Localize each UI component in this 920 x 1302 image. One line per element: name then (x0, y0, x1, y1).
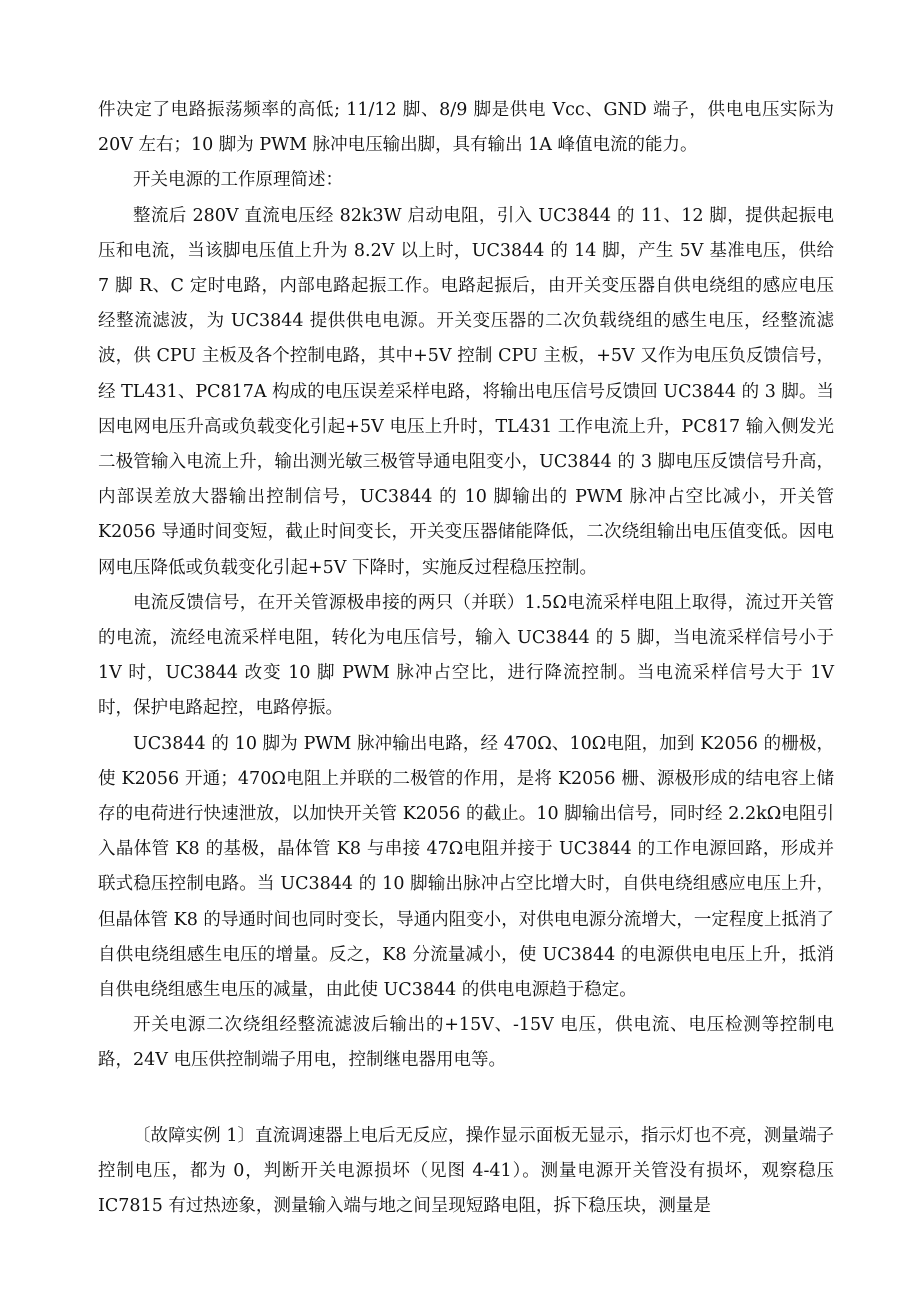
document-page (98, 93, 834, 1224)
section-heading: 开关电源的工作原理简述： (133, 170, 343, 191)
paragraph: 电流反馈信号，在开关管源极串接的两只（并联）1.5Ω电流采样电阻上取得，流过开关管的电流，流经电流采样电阻，转化为电压信号，输入 UC3844 的 5 脚，当电流采样信号小于 1V 时，UC3844 改变 10 脚 PWM 脉冲占空比，进行降流控制。当电流采样信号大于 1V 时，保护电路起控，电路停振。 (98, 592, 834, 719)
paragraph: 整流后 280V 直流电压经 82k3W 启动电阻，引入 UC3844 的 11、12 脚，提供起振电压和电流，当该脚电压值上升为 8.2V 以上时，UC3844 的 14 脚，产生 5V 基准电压，供给 7 脚 R、C 定时电路，内部电路起振工作。电路起振后，由开关变压器自供电绕组的感应电压经整流滤波，为 UC3844 提供供电电源。开关变压器的二次负载绕组的感生电压，经整流滤波，供 CPU 主板及各个控制电路，其中+5V 控制 CPU 主板，+5V 又作为电压负反馈信号，经 TL431、PC817A 构成的电压误差采样电路，将输出电压信号反馈回 UC3844 的 3 脚。当因电网电压升高或负载变化引起+5V 电压上升时，TL431 工作电流上升，PC817 输入侧发光二极管输入电流上升，输出测光敏三极管导通电阻变小，UC3844 的 3 脚电压反馈信号升高，内部误差放大器输出控制信号，UC3844 的 10 脚输出的 PWM 脉冲占空比减小，开关管 K2056 导通时间变短，截止时间变长，开关变压器储能降低，二次绕组输出电压值变低。因电网电压降低或负载变化引起+5V 下降时，实施反过程稳压控制。 (98, 205, 834, 578)
paragraph-spacer (98, 1079, 834, 1119)
paragraph: 件决定了电路振荡频率的高低; 11/12 脚、8/9 脚是供电 Vcc、GND 端子，供电电压实际为 20V 左右；10 脚为 PWM 脉冲电压输出脚，具有输出 1A 峰值电流的能力。 (98, 100, 834, 156)
paragraph: 开关电源二次绕组经整流滤波后输出的+15V、-15V 电压，供电流、电压检测等控制电路，24V 电压供控制端子用电，控制继电器用电等。 (98, 1015, 834, 1071)
fault-example-paragraph: 〔故障实例 1〕直流调速器上电后无反应，操作显示面板无显示，指示灯也不亮，测量端子控制电压，都为 0，判断开关电源损坏（见图 4-41）。测量电源开关管没有损坏，观察稳压 IC7815 有过热迹象，测量输入端与地之间呈现短路电阻，拆下稳压块，测量是 (98, 1125, 834, 1217)
paragraph: UC3844 的 10 脚为 PWM 脉冲输出电路，经 470Ω、10Ω电阻，加到 K2056 的栅极，使 K2056 开通；470Ω电阻上并联的二极管的作用，是将 K2056 栅、源极形成的结电容上储存的电荷进行快速泄放，以加快开关管 K2056 的截止。10 脚输出信号，同时经 2.2kΩ电阻引入晶体管 K8 的基极，晶体管 K8 与串接 47Ω电阻并接于 UC3844 的工作电源回路，形成并联式稳压控制电路。当 UC3844 的 10 脚输出脉冲占空比增大时，自供电绕组感应电压上升，但晶体管 K8 的导通时间也同时变长，导通内阻变小，对供电电源分流增大，一定程度上抵消了自供电绕组感生电压的增量。反之，K8 分流量减小，使 UC3844 的电源供电电压上升，抵消自供电绕组感生电压的减量，由此使 UC3844 的供电电源趋于稳定。 (98, 733, 834, 1001)
